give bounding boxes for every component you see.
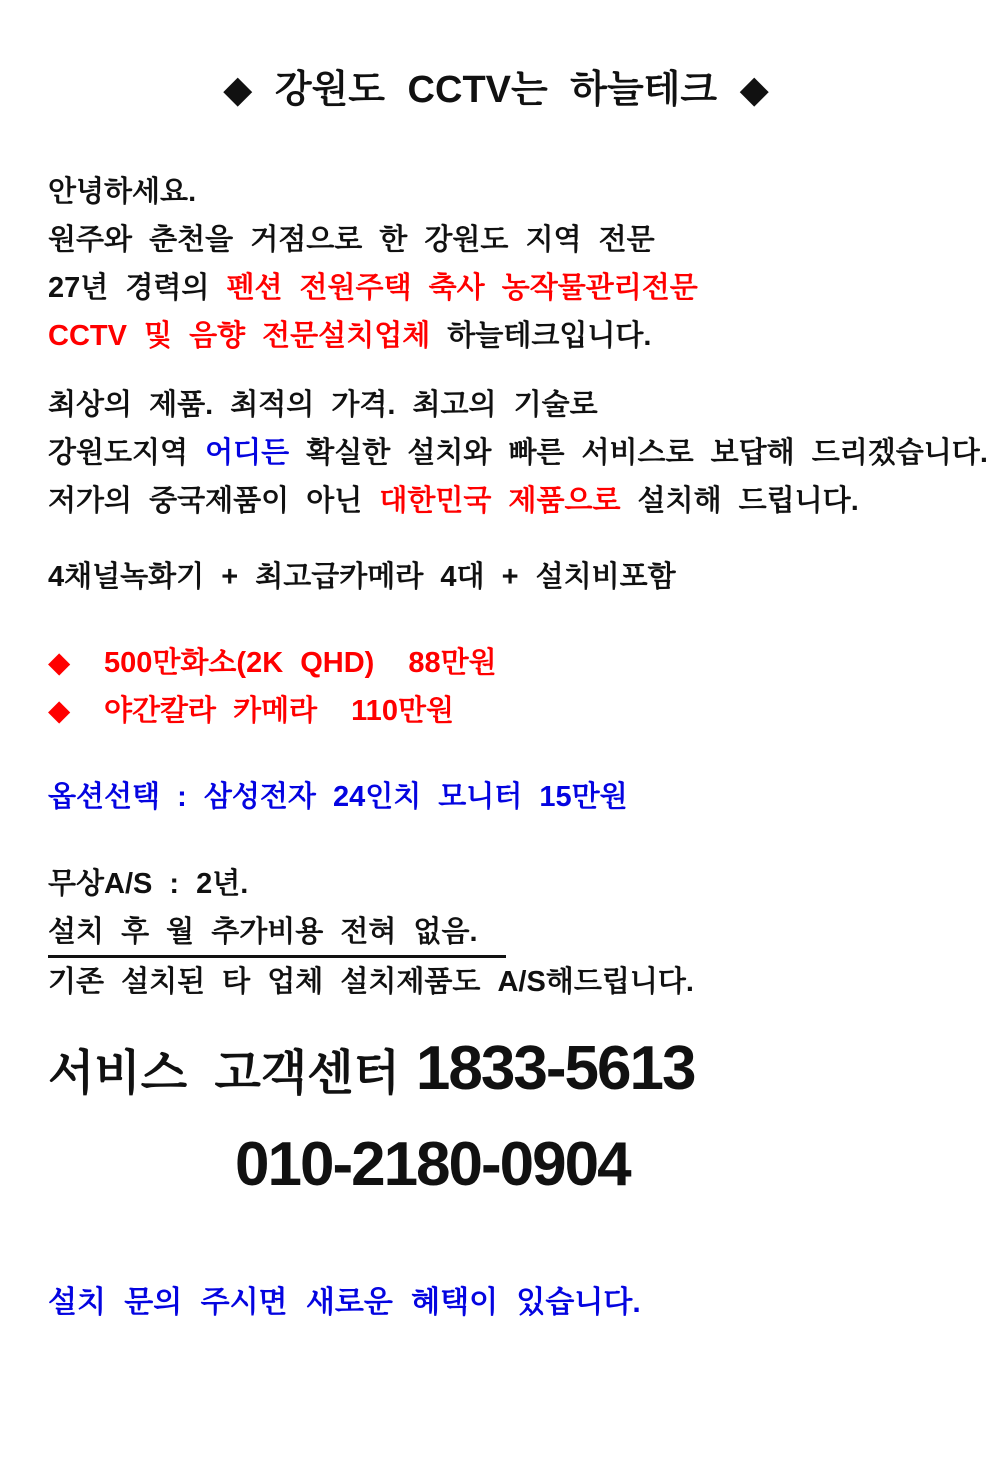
contact-block	[48, 1029, 944, 1221]
service-center-label: 서비스 고객센터	[48, 1047, 400, 1100]
service-block	[48, 860, 944, 1006]
product-origin-line	[48, 477, 944, 525]
no-monthly-fee-line	[48, 908, 944, 958]
business-line	[48, 312, 944, 360]
service-center-line	[48, 1029, 944, 1125]
quality-line: 최상의 제품. 최적의 가격. 최고의 기술로	[48, 389, 598, 421]
package-item-name: 야간칼라 카메라	[104, 695, 318, 727]
mobile-number-line	[48, 1125, 944, 1221]
mobile-number: 010-2180-0904	[235, 1130, 630, 1199]
region-base-line: 원주와 춘천을 거점으로 한 강원도 지역 전문	[48, 224, 655, 256]
package-item-price: 110만원	[351, 695, 454, 727]
package-item	[48, 639, 944, 687]
package-item	[48, 687, 944, 735]
business-highlight: CCTV 및 음향 전문설치업체	[48, 320, 431, 352]
option-line: 옵션선택 : 삼성전자 24인치 모니터 15만원	[48, 781, 628, 813]
career-prefix: 27년 경력의	[48, 272, 227, 304]
region-promise-line	[48, 429, 988, 477]
product-prefix: 저가의 중국제품이 아닌	[48, 485, 380, 517]
region-prefix: 강원도지역	[48, 437, 206, 469]
package-item-list	[48, 639, 944, 735]
package-item-price: 88만원	[408, 647, 497, 679]
business-suffix: 하늘테크입니다.	[430, 320, 652, 352]
region-highlight: 어디든	[205, 437, 290, 469]
package-headline: 4채널녹화기 + 최고급카메라 4대 + 설치비포함	[48, 561, 676, 593]
benefit-footer-line: 설치 문의 주시면 새로운 혜택이 있습니다.	[48, 1286, 641, 1319]
package-item-name: 500만화소(2K QHD)	[104, 647, 375, 679]
diamond-bullet-icon: ◆	[48, 695, 71, 727]
warranty-line: 무상A/S : 2년.	[48, 868, 249, 900]
flyer-page	[0, 66, 992, 1469]
product-suffix: 설치해 드립니다.	[620, 485, 859, 517]
service-center-number: 1833-5613	[415, 1034, 695, 1103]
promise-paragraph	[48, 381, 988, 525]
intro-paragraph	[48, 168, 944, 360]
career-line	[48, 264, 944, 312]
greeting-line: 안녕하세요.	[48, 176, 197, 208]
product-highlight: 대한민국 제품으로	[379, 485, 621, 517]
diamond-bullet-icon: ◆	[48, 647, 71, 679]
career-highlight: 펜션 전원주택 축사 농작물관리전문	[226, 272, 698, 304]
flyer-title: ◆ 강원도 CCTV는 하늘테크 ◆	[223, 69, 769, 111]
other-vendor-as-line: 기존 설치된 타 업체 설치제품도 A/S해드립니다.	[48, 966, 694, 998]
no-monthly-fee-text: 설치 후 월 추가비용 전혀 없음.	[48, 912, 506, 958]
region-suffix: 확실한 설치와 빠른 서비스로 보답해 드리겠습니다.	[289, 437, 988, 469]
